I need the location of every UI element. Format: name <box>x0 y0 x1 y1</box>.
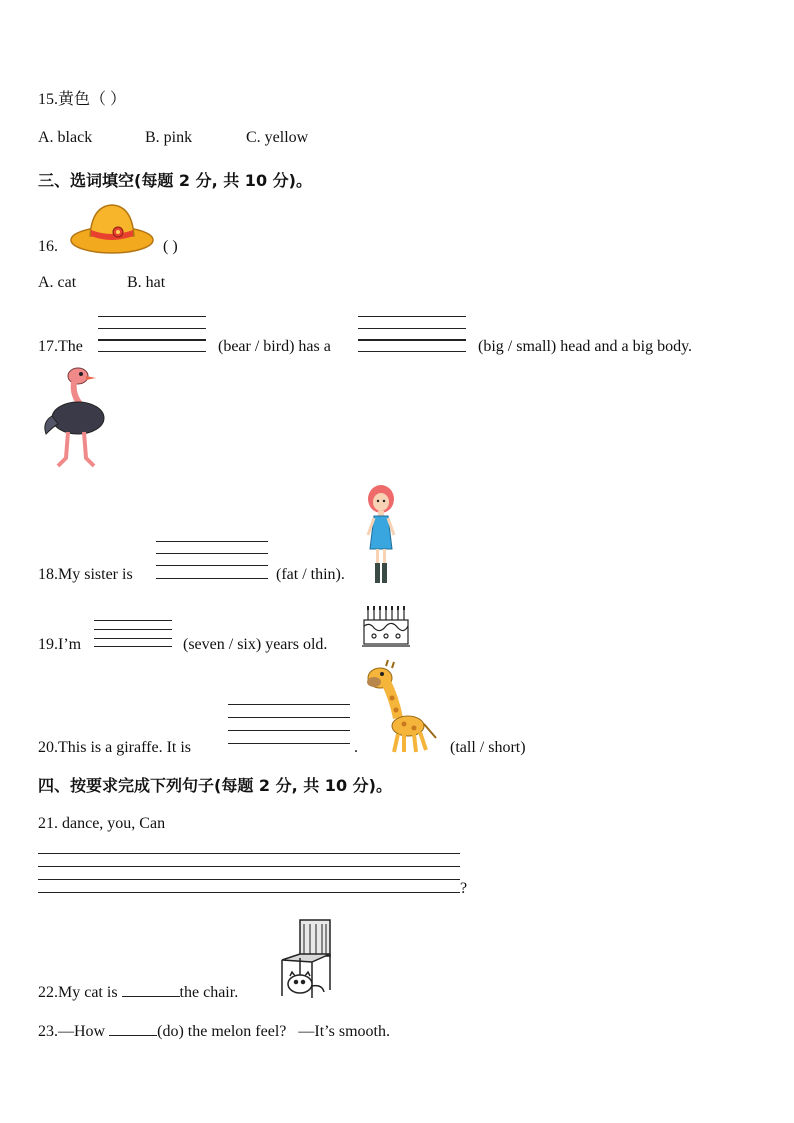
q17-answer-line-2[interactable] <box>358 328 466 329</box>
q17-answer-line[interactable] <box>98 316 206 317</box>
q21-end-mark: ? <box>460 880 468 897</box>
q23-mid: (do) the melon feel? <box>157 1023 287 1040</box>
q15-option-b: B. pink <box>145 129 193 146</box>
q21-answer-line[interactable] <box>38 866 460 867</box>
q17-answer-line-2[interactable] <box>358 351 466 352</box>
q16-number: 16. <box>38 238 58 255</box>
q23-blank[interactable] <box>109 1035 157 1036</box>
q17-answer-line-2[interactable] <box>358 316 466 317</box>
q17-prefix: 17.The <box>38 338 83 355</box>
q17-answer-line[interactable] <box>98 328 206 329</box>
q18-answer-line[interactable] <box>156 553 268 554</box>
q16-option-a: A. cat <box>38 274 77 291</box>
ostrich-icon <box>38 366 108 470</box>
q20-answer-line[interactable] <box>228 704 350 705</box>
q18-prefix: 18.My sister is <box>38 566 133 583</box>
q19-answer-line[interactable] <box>94 629 172 630</box>
q23-prefix: 23.—How <box>38 1023 106 1040</box>
q20-answer-line[interactable] <box>228 743 350 744</box>
q21-answer-line[interactable] <box>38 892 460 893</box>
q20-prefix: 20.This is a giraffe. It is <box>38 739 192 756</box>
chair-with-cat-icon <box>278 918 334 1000</box>
q18-answer-line[interactable] <box>156 578 268 579</box>
q17-answer-line-2[interactable] <box>358 339 466 341</box>
q21-text: 21. dance, you, Can <box>38 815 166 832</box>
q20-period: . <box>354 739 358 756</box>
q18-answer-line[interactable] <box>156 541 268 542</box>
q15-option-a: A. black <box>38 129 93 146</box>
q18-choice: (fat / thin). <box>276 566 345 583</box>
birthday-cake-icon <box>362 602 410 650</box>
q17-answer-line[interactable] <box>98 351 206 352</box>
q21-answer-line[interactable] <box>38 879 460 880</box>
q23-sentence <box>38 1023 390 1041</box>
section4-title: 四、按要求完成下列句子(每题 2 分, 共 10 分)。 <box>38 776 392 795</box>
q16-paren: ( ) <box>163 238 178 255</box>
q20-answer-line[interactable] <box>228 717 350 718</box>
q17-answer-line[interactable] <box>98 339 206 341</box>
q19-prefix: 19.I’m <box>38 636 82 653</box>
q19-answer-line[interactable] <box>94 638 172 639</box>
q22-suffix: the chair. <box>179 984 239 1001</box>
q20-answer-line[interactable] <box>228 730 350 731</box>
q19-answer-line[interactable] <box>94 646 172 647</box>
q18-answer-line[interactable] <box>156 565 268 566</box>
q22-prefix: 22.My cat is <box>38 984 118 1001</box>
q17-choice2: (big / small) head and a big body. <box>478 338 693 355</box>
q21-answer-line[interactable] <box>38 853 460 854</box>
hat-icon <box>70 202 154 254</box>
q22-blank[interactable] <box>122 996 180 997</box>
girl-icon <box>362 483 400 585</box>
q17-choice1: (bear / bird) has a <box>218 338 331 355</box>
q22-sentence <box>38 984 238 1002</box>
giraffe-icon <box>364 658 442 756</box>
q23-answer: —It’s smooth. <box>298 1023 390 1040</box>
q19-choice: (seven / six) years old. <box>183 636 328 653</box>
q19-answer-line[interactable] <box>94 620 172 621</box>
q15-option-c: C. yellow <box>246 129 309 146</box>
q15-text: 15.黄色（ ） <box>38 91 127 108</box>
section3-title: 三、选词填空(每题 2 分, 共 10 分)。 <box>38 171 312 190</box>
q16-option-b: B. hat <box>127 274 166 291</box>
q20-choice: (tall / short) <box>450 739 526 756</box>
